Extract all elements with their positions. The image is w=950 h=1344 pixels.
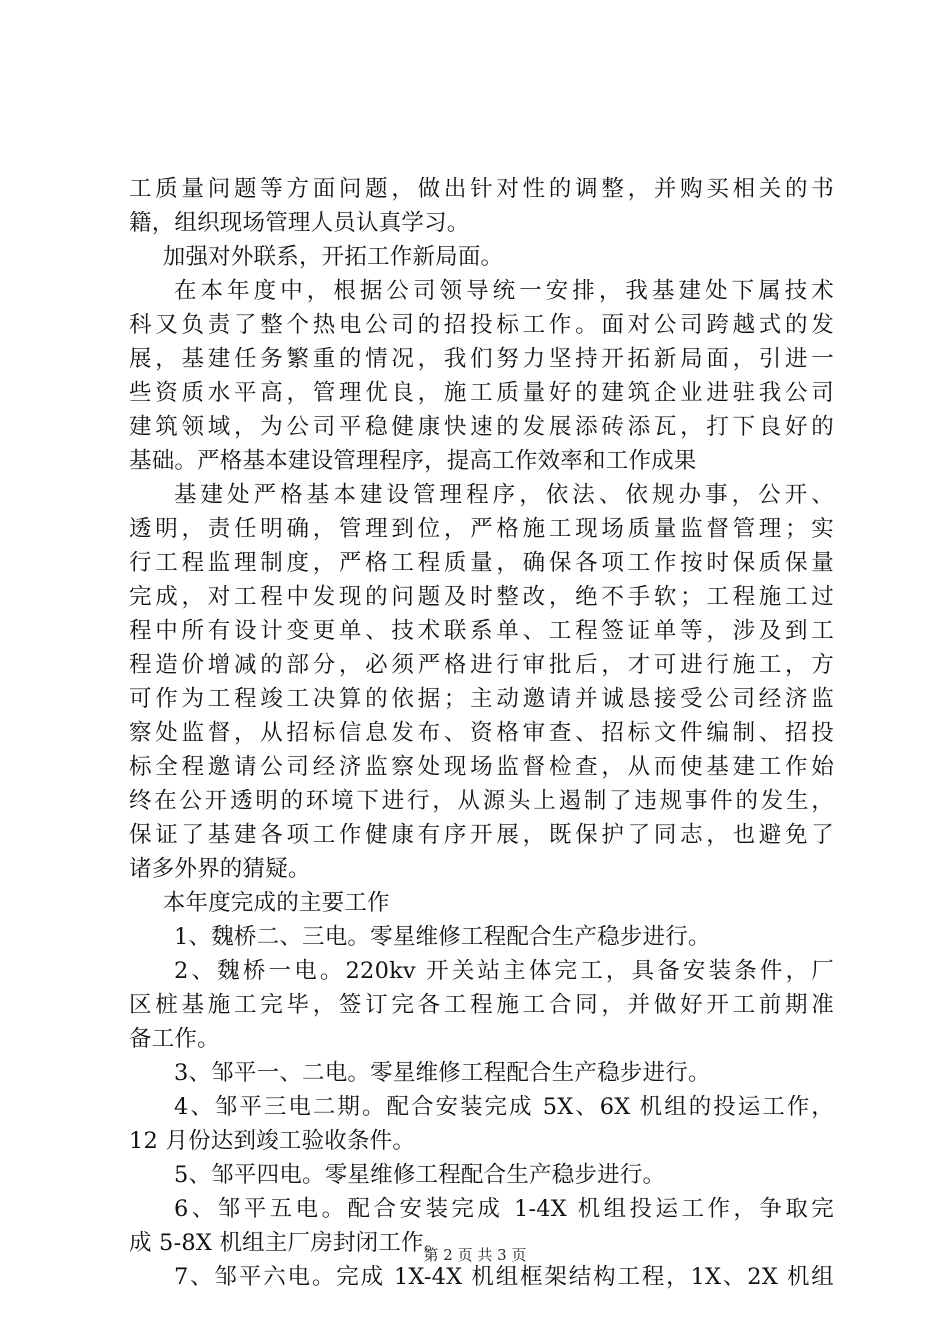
text-line: 3、邹平一、二电。零星维修工程配合生产稳步进行。 <box>174 1060 711 1086</box>
text-line: 科又负责了整个热电公司的招投标工作。面对公司跨越式的发 <box>129 312 834 338</box>
page-footer: 第 2 页 共 3 页 <box>423 1246 527 1264</box>
text-line: 些资质水平高，管理优良，施工质量好的建筑企业进驻我公司 <box>129 380 834 406</box>
text-line: 在本年度中，根据公司领导统一安排，我基建处下属技术 <box>174 278 834 304</box>
text-line: 行工程监理制度，严格工程质量，确保各项工作按时保质保量 <box>129 550 834 576</box>
text-line: 5、邹平四电。零星维修工程配合生产稳步进行。 <box>174 1162 666 1188</box>
text-line: 工质量问题等方面问题，做出针对性的调整，并购买相关的书 <box>129 176 834 202</box>
text-line: 本年度完成的主要工作 <box>162 890 390 916</box>
text-line: 察处监督，从招标信息发布、资格审查、招标文件编制、招投 <box>129 720 834 746</box>
text-line: 透明，责任明确，管理到位，严格施工现场质量监督管理；实 <box>129 516 834 542</box>
text-line: 2、魏桥一电。220kv 开关站主体完工，具备安装条件，厂 <box>174 958 834 984</box>
text-line: 展，基建任务繁重的情况，我们努力坚持开拓新局面，引进一 <box>129 346 834 372</box>
text-line: 4、邹平三电二期。配合安装完成 5X、6X 机组的投运工作， <box>174 1094 834 1120</box>
text-line: 完成，对工程中发现的问题及时整改，绝不手软；工程施工过 <box>129 584 834 610</box>
text-line: 基础。严格基本建设管理程序，提高工作效率和工作成果 <box>129 448 697 474</box>
text-line: 区桩基施工完毕，签订完各工程施工合同，并做好开工前期准 <box>129 992 834 1018</box>
body-text <box>129 172 834 1294</box>
text-line: 备工作。 <box>129 1026 220 1052</box>
text-line: 7、邹平六电。完成 1X-4X 机组框架结构工程，1X、2X 机组 <box>174 1264 834 1290</box>
text-line: 6、邹平五电。配合安装完成 1-4X 机组投运工作，争取完 <box>174 1196 834 1222</box>
text-line: 终在公开透明的环境下进行，从源头上遏制了违规事件的发生， <box>129 788 834 814</box>
text-line: 可作为工程竣工决算的依据；主动邀请并诚恳接受公司经济监 <box>129 686 834 712</box>
text-line: 保证了基建各项工作健康有序开展，既保护了同志，也避免了 <box>129 822 834 848</box>
text-line: 建筑领域，为公司平稳健康快速的发展添砖添瓦，打下良好的 <box>129 414 834 440</box>
text-line: 程中所有设计变更单、技术联系单、工程签证单等，涉及到工 <box>129 618 834 644</box>
text-line: 诸多外界的猜疑。 <box>129 856 311 882</box>
text-line: 籍，组织现场管理人员认真学习。 <box>129 210 470 236</box>
text-line: 加强对外联系，开拓工作新局面。 <box>162 244 504 270</box>
text-line: 1、魏桥二、三电。零星维修工程配合生产稳步进行。 <box>174 924 711 950</box>
text-line: 标全程邀请公司经济监察处现场监督检查，从而使基建工作始 <box>129 754 834 780</box>
text-line: 基建处严格基本建设管理程序，依法、依规办事，公开、 <box>174 482 834 508</box>
text-line: 12 月份达到竣工验收条件。 <box>129 1128 416 1154</box>
text-line: 成 5-8X 机组主厂房封闭工作。 <box>129 1230 447 1256</box>
text-line: 程造价增减的部分，必须严格进行审批后，才可进行施工，方 <box>129 652 834 678</box>
